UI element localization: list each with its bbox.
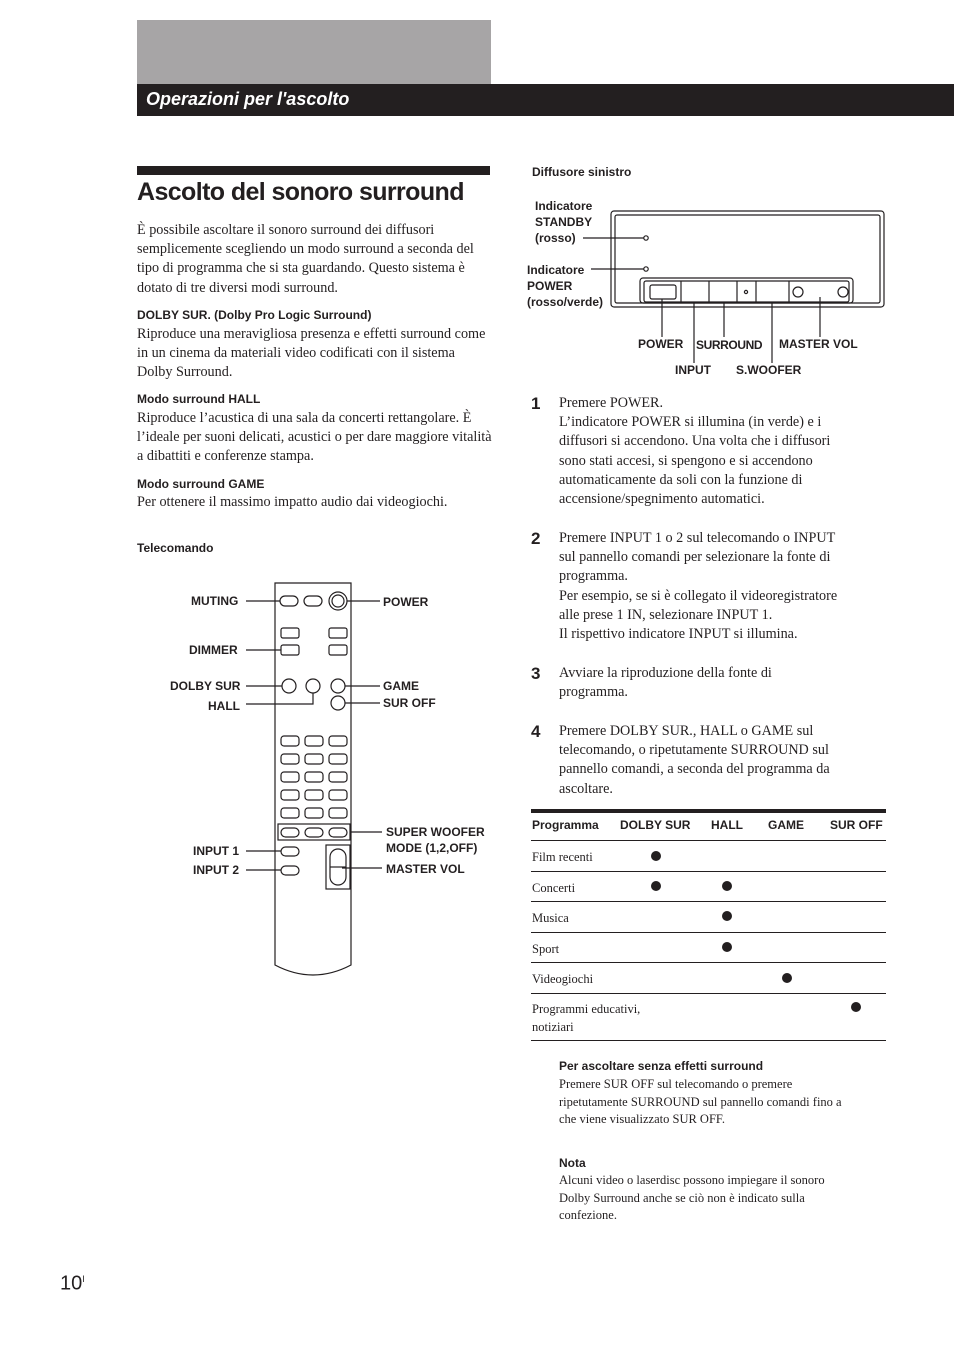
speaker-label-input: INPUT	[675, 363, 711, 377]
table-mark	[651, 881, 661, 891]
no-surround-line: ripetutamente SURROUND sul pannello comandi fino a	[559, 1094, 842, 1109]
standby-label-line: Indicatore	[535, 199, 593, 213]
speaker-label-power: POWER	[638, 337, 684, 351]
table-header-game: GAME	[768, 818, 804, 832]
step-line: Premere POWER.	[559, 395, 664, 411]
table-header-dolby-sur: DOLBY SUR	[620, 818, 691, 832]
table-header-hall: HALL	[711, 818, 743, 832]
label-hall: HALL	[208, 699, 240, 713]
label-sur-off: SUR OFF	[383, 696, 436, 710]
step-line: Avviare la riproduzione della fonte di	[559, 665, 772, 681]
step-text	[559, 394, 830, 509]
table-row-label: Musica	[532, 911, 569, 925]
note-line: Dolby Surround anche se ciò non è indicato sulla	[559, 1190, 805, 1205]
intro-paragraph: È possibile ascoltare il sonoro surround dei diffusori semplicemente scegliendo un modo surround a seconda del tipo di programma che si sta guardando. Questo sistema è dotato di tre diversi modi surround.	[137, 222, 474, 296]
page-number	[60, 1266, 85, 1297]
table-row-label	[532, 1001, 640, 1036]
label-power: POWER	[383, 595, 429, 609]
table-header-sur-off: SUR OFF	[830, 818, 883, 832]
step-line: Premere INPUT 1 o 2 sul telecomando o INPUT	[559, 530, 836, 546]
standby-label-line: STANDBY	[535, 215, 593, 229]
speaker-label-surround: SURROUND	[696, 338, 763, 352]
step-number: 4	[531, 722, 541, 741]
table-rule	[531, 871, 886, 872]
table-mark	[851, 1002, 861, 1012]
table-mark	[722, 942, 732, 952]
table-row-label: Concerti	[532, 881, 576, 895]
table-rule	[531, 932, 886, 933]
remote-caption: Telecomando	[137, 541, 214, 555]
table-mark	[722, 881, 732, 891]
master-vol-knob-1	[793, 287, 803, 297]
step-text	[559, 664, 772, 702]
step-line: alle prese 1 IN, selezionare INPUT 1.	[559, 606, 773, 623]
label-game: GAME	[383, 679, 419, 693]
standby-indicator	[644, 236, 648, 240]
speaker-caption: Diffusore sinistro	[532, 165, 632, 179]
step-line: accensione/spegnimento automatici.	[559, 491, 765, 508]
step-line: Per esempio, se si è collegato il videoregistratore	[559, 587, 838, 604]
step-number: 3	[531, 664, 541, 683]
note-line: Alcuni video o laserdisc possono impiegare il sonoro	[559, 1173, 825, 1187]
speaker-label-swoofer: S.WOOFER	[736, 363, 802, 377]
label-master-vol: MASTER VOL	[386, 862, 465, 876]
label-dimmer: DIMMER	[189, 643, 238, 657]
step-number: 2	[531, 529, 541, 548]
table-row-label: Videogiochi	[532, 972, 594, 986]
mode-text-game: Per ottenere il massimo impatto audio dai videogiochi.	[137, 494, 448, 510]
note-heading: Nota	[559, 1156, 586, 1170]
table-rule	[531, 962, 886, 963]
table-bottom-rule	[531, 1040, 886, 1041]
standby-label-line: (rosso)	[535, 231, 576, 245]
table-mark	[651, 851, 661, 861]
table-rule	[531, 901, 886, 902]
step-line: automaticamente da soli con la funzione di	[559, 471, 803, 488]
table-row-label: Sport	[532, 942, 560, 956]
table-rule	[531, 993, 886, 994]
standby-label	[535, 198, 592, 246]
label-input1: INPUT 1	[193, 844, 240, 858]
table-mark	[782, 973, 792, 983]
mode-heading-game: Modo surround GAME	[137, 477, 265, 491]
power-indicator-label	[527, 262, 603, 310]
no-surround-heading: Per ascoltare senza effetti surround	[559, 1059, 764, 1073]
no-surround-line: Premere SUR OFF sul telecomando o premere	[559, 1077, 793, 1091]
step-line: telecomando, o ripetutamente SURROUND sul	[559, 742, 829, 759]
table-row-label-line: Programmi educativi,	[532, 1002, 641, 1016]
step-line: sono stati accesi, si spengono e si accendono	[559, 452, 813, 469]
step-text	[559, 722, 830, 799]
step-line: sul pannello comandi per selezionare la fonte di	[559, 549, 831, 566]
section-title: Operazioni per l'ascolto	[146, 89, 350, 109]
table-top-rule	[531, 809, 886, 813]
power-indicator-label-line: POWER	[527, 279, 573, 293]
mode-text-dolby: Riproduce una meravigliosa presenza e effetti surround come in un cinema da materiali video codificati con il sistema Dolby Surround.	[137, 326, 486, 381]
page-number-value: 10	[60, 1272, 83, 1295]
page-title: Ascolto del sonoro surround	[137, 178, 464, 206]
label-super-woofer: SUPER WOOFER	[386, 825, 485, 839]
power-indicator	[644, 267, 648, 271]
speaker-label-master-vol: MASTER VOL	[779, 337, 858, 351]
mode-heading-hall: Modo surround HALL	[137, 392, 261, 406]
step-line: Il rispettivo indicatore INPUT si illumina.	[559, 626, 798, 643]
table-mark	[722, 911, 732, 921]
label-input2: INPUT 2	[193, 863, 240, 877]
table-header-programma: Programma	[532, 818, 599, 832]
step-text	[559, 529, 837, 644]
no-surround-text	[559, 1076, 842, 1129]
page-language-suffix: I	[82, 1274, 85, 1284]
table-rule	[531, 840, 886, 841]
step-line: pannello comandi, a seconda del programma da	[559, 761, 830, 778]
step-line: programma.	[559, 568, 628, 585]
note-line: confezione.	[559, 1208, 617, 1223]
label-mode: MODE (1,2,OFF)	[386, 841, 478, 855]
input-indicator	[744, 290, 747, 293]
label-muting: MUTING	[191, 594, 239, 608]
power-indicator-label-line: Indicatore	[527, 263, 585, 277]
mode-heading-dolby: DOLBY SUR. (Dolby Pro Logic Surround)	[137, 308, 372, 322]
step-line: diffusori si accendono. Una volta che i diffusori	[559, 433, 831, 450]
label-dolby-sur: DOLBY SUR	[170, 679, 241, 693]
table-row-label-line: notiziari	[532, 1019, 574, 1034]
power-switch	[650, 285, 676, 299]
step-line: ascoltare.	[559, 780, 613, 797]
mode-text-hall: Riproduce l’acustica di una sala da concerti rettangolare. È l’ideale per suoni delicati, acustici o per dare maggiore vitalità a dibattiti e conferenze stampa.	[137, 410, 492, 465]
master-vol-knob-2	[838, 287, 848, 297]
no-surround-line: che viene visualizzato SUR OFF.	[559, 1112, 725, 1127]
table-row-label: Film recenti	[532, 850, 593, 864]
step-line: Premere DOLBY SUR., HALL o GAME sul	[559, 723, 814, 739]
step-line: programma.	[559, 684, 628, 701]
step-line: L’indicatore POWER si illumina (in verde) e i	[559, 414, 822, 431]
step-number: 1	[531, 394, 541, 413]
note-text	[559, 1172, 825, 1225]
power-indicator-label-line: (rosso/verde)	[527, 295, 604, 309]
